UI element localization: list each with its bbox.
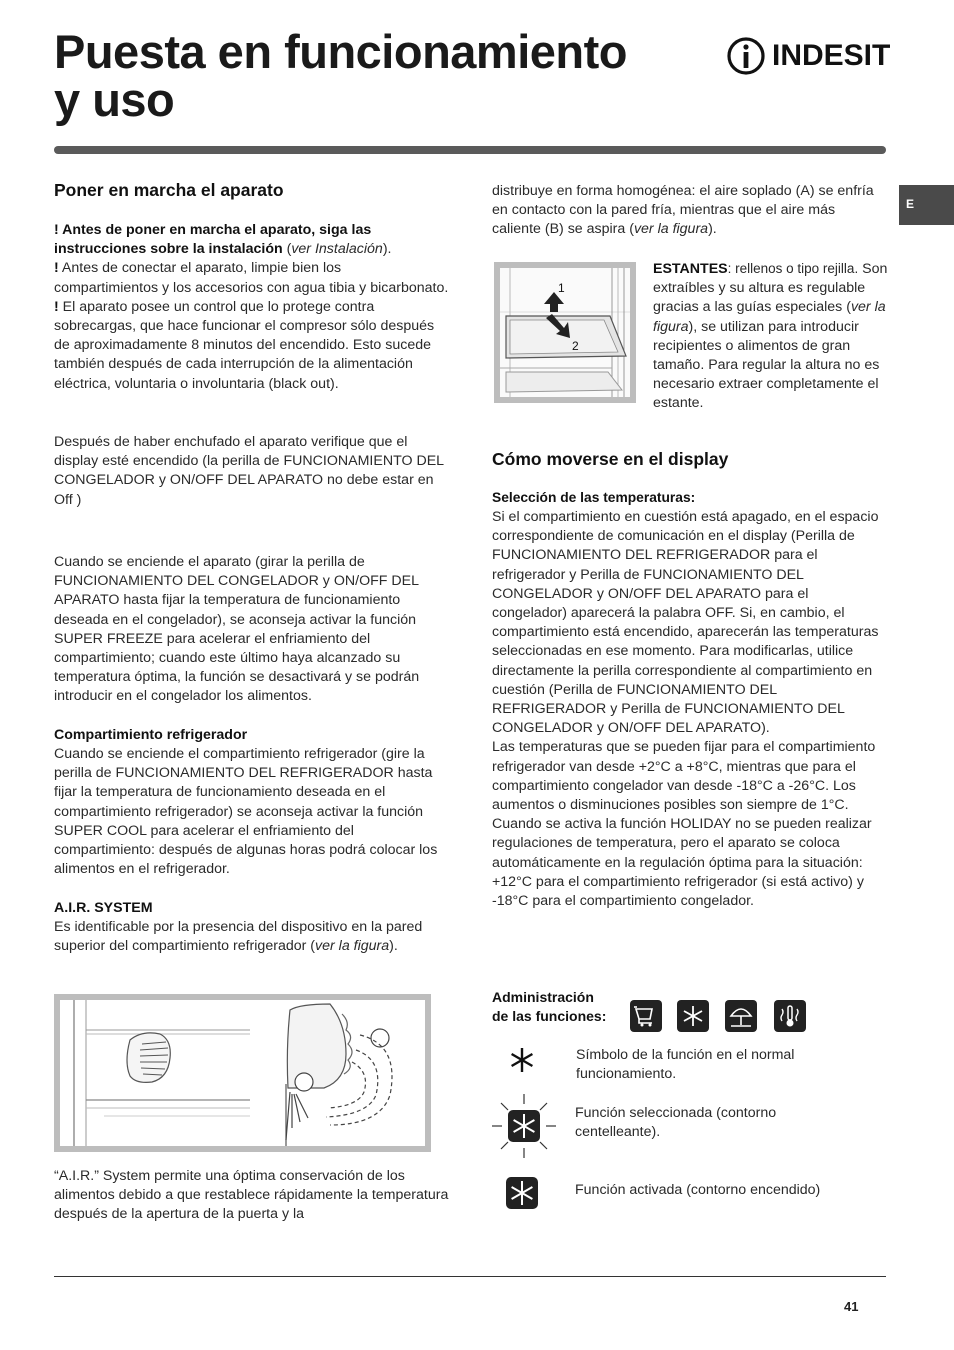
warnings-block: ! Antes de poner en marcha el aparato, siga las instrucciones sobre la instalación (ver Instalación). ! Antes de conectar el aparato, limpie bien los compartimientos y los accesorios con agua tibia y bicarbonato. ! El aparato posee un control que lo protege contra sobrecargas, que hace funcionar el compresor sólo después de aproximadamente 8 minutos del encendido. Esto sucede también después de cada interrupción de la alimentación eléctrica, voluntaria o involuntaria (black out). [54, 222, 449, 392]
air-system-figure [54, 994, 431, 1152]
thermometer-icon [774, 1000, 806, 1032]
page-title-line1: Puesta en funcionamiento [54, 25, 627, 78]
legend-normal-text: Símbolo de la función en el normal funcionamiento. [576, 1047, 795, 1083]
snowflake-active-icon [505, 1176, 539, 1215]
section-heading-display: Cómo moverse en el display [492, 449, 729, 469]
shelf-label-2: 2 [572, 339, 579, 353]
paragraph-air-conservation: “A.I.R.” System permite una óptima conservación de los alimentos debido a que restablece rápidamente la temperatura después de la apertura de la puerta y la [54, 1168, 449, 1223]
page-title [54, 25, 627, 126]
heading-air-system: A.I.R. SYSTEM [54, 900, 153, 916]
footer-rule [54, 1276, 886, 1277]
brand-name: INDESIT [772, 39, 891, 72]
page-number: 41 [844, 1299, 859, 1314]
paragraph-super-cool: Cuando se enciende el compartimiento refrigerador (gire la perilla de FUNCIONAMIENTO DEL REFRIGERADOR hasta fijar la temperatura de funcionamiento deseada en el compartimiento refrigerador) se aconseja activar la función SUPER COOL para acelerar el enfriamiento del compartimiento: después de algunas horas podrá colocar los alimentos en el refrigerador. [54, 746, 438, 878]
brand-logo [726, 36, 890, 76]
snowflake-icon [677, 1000, 709, 1032]
heading-seleccion: Selección de las temperaturas: [492, 490, 696, 505]
cart-icon [630, 1000, 662, 1032]
page-title-line2: y uso [54, 73, 175, 126]
paragraph-estantes: ESTANTES: rellenos o tipo rejilla. Son extraíbles y su altura es regulable gracias a las guías especiales (ver la figura), se utilizan para introducir recipientes o alimentos de gran tamaño. Para regular la altura no es necesario extraer completamente el estante. [653, 261, 888, 412]
paragraph-super-freeze: Cuando se enciende el aparato (girar la perilla de FUNCIONAMIENTO DEL CONGELADOR y ON/OFF DEL APARATO hasta fijar la temperatura de funcionamiento deseada en el congelador), se aconseja activar la función SUPER FREEZE para acelerar el enfriamiento del compartimiento; cuando este último haya alcanzado su temperatura óptima, la función se desactivará y se podrán introducir en el congelador los alimentos. [54, 554, 420, 705]
paragraph-air-distribution: distribuye en forma homogénea: el aire soplado (A) se enfría en contacto con la pared fría, mientras que el aire más caliente (B) se aspira (ver la figura). [492, 183, 874, 238]
air-system-illustration [60, 1000, 425, 1146]
paragraph-seleccion: Si el compartimiento en cuestión está apagado, en el espacio correspondiente de comunicación en el display (Perilla de FUNCIONAMIENTO DEL REFRIGERADOR para el refrigerador y Perilla de FUNCIONAMIENTO DEL CONGELADOR y ON/OFF DEL APARATO para el congelador) aparecerá la palabra OFF. Si, en cambio, el compartimiento está encendido, aparecerán las temperaturas seleccionadas en ese momento. Para modificarlas, utilice directamente la perilla correspondiente al compartimiento en cuestión (Perilla de FUNCIONAMIENTO DEL REFRIGERADOR y Perilla de FUNCIONAMIENTO DEL CONGELADOR y ON/OFF DEL APARATO). Las temperaturas que se pueden fijar para el compartimiento refrigerador van desde +2°C a +8°C, mientras que para el compartimiento congelador van desde -18°C a -26°C. Los aumentos o disminuciones posibles son siempre de 1°C. Cuando se activa la función HOLIDAY no se pueden realizar regulaciones de temperatura, pero el aparato se coloca automáticamente en la regulación óptima para la situación: +12°C para el compartimiento refrigerador (si está activo) y -18°C para el compartimiento congelador. [492, 509, 879, 910]
umbrella-icon [725, 1000, 757, 1032]
paragraph-enchufado: Después de haber enchufado el aparato verifique que el display esté encendido (la perilla de FUNCIONAMIENTO DEL CONGELADOR y ON/OFF DEL APARATO no debe estar en Off ) [54, 434, 444, 508]
shelf-illustration [500, 268, 630, 397]
paragraph-air-system: Es identificable por la presencia del dispositivo en la pared superior del compartimiento refrigerador (ver la figura). [54, 919, 423, 955]
legend-selected-text: Función seleccionada (contorno centelleante). [575, 1105, 777, 1141]
shelf-figure [494, 262, 636, 403]
language-tab: E [899, 185, 954, 225]
snowflake-icon [506, 1044, 538, 1081]
heading-compartimiento: Compartimiento refrigerador [54, 727, 248, 743]
section-heading-poner: Poner en marcha el aparato [54, 180, 284, 200]
heading-administracion: Administración de las funciones: [492, 989, 607, 1025]
legend-active-text: Función activada (contorno encendido) [575, 1182, 821, 1198]
indesit-i-icon [726, 36, 766, 76]
shelf-label-1: 1 [558, 281, 565, 295]
snowflake-blinking-icon [490, 1092, 558, 1165]
title-rule [54, 146, 886, 154]
